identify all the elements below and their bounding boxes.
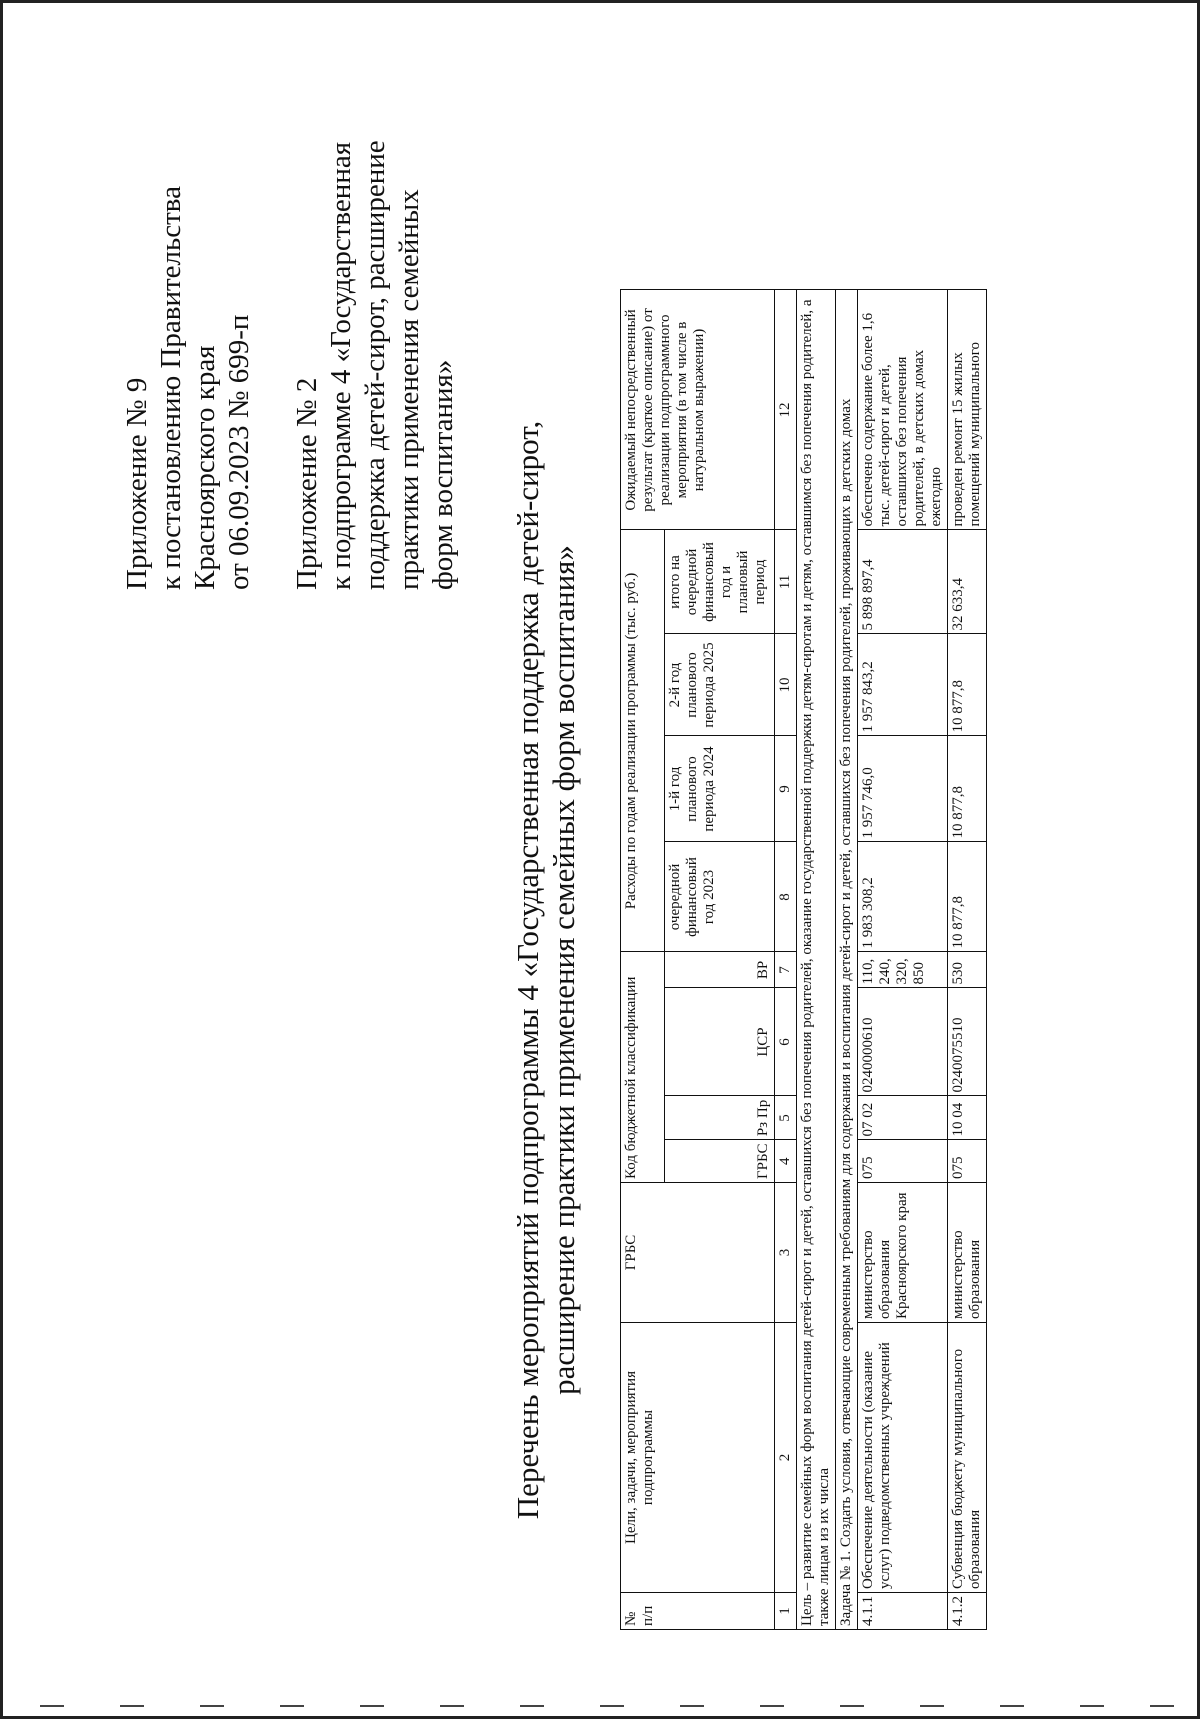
document-title-line: Перечень мероприятий подпрограммы 4 «Государственная поддержка детей-сирот, (510, 420, 545, 1520)
column-number: 5 (775, 1096, 797, 1140)
row-num: 4.1.1 (858, 1593, 948, 1630)
row-name: Обеспечение деятельности (оказание услуг) подведомственных учреждений (858, 1323, 948, 1593)
row-name: Субвенция бюджету муниципального образования (948, 1323, 987, 1593)
approval-line: Приложение № 2 (291, 377, 323, 590)
row-rzpr: 07 02 (858, 1096, 948, 1140)
row-vr: 110, 240, 320, 850 (858, 952, 948, 988)
column-number: 8 (775, 842, 797, 952)
column-number: 12 (775, 290, 797, 530)
scan-edge-left (0, 0, 3, 1719)
column-number: 11 (775, 530, 797, 634)
row-vr: 530 (948, 952, 987, 988)
header-vr: ВР (665, 952, 775, 988)
column-number: 6 (775, 988, 797, 1096)
column-number: 7 (775, 952, 797, 988)
column-number: 3 (775, 1183, 797, 1323)
scan-bottom-ticks (0, 1700, 1200, 1712)
scan-edge-top (0, 0, 1200, 3)
measures-table (620, 289, 987, 1630)
row-result: обеспечено содержание более 1,6 тыс. детей-сирот и детей, оставшихся без попечения родителей, в детских домах ежегодно (858, 290, 948, 530)
row-grbs: министерство образования Красноярского края (858, 1183, 948, 1323)
column-number: 10 (775, 634, 797, 736)
approval-line: практики применения семейных (393, 189, 425, 590)
task-row: Задача № 1. Создать условия, отвечающие современным требованиям для содержания и воспитания детей-сирот и детей, оставшихся без попечения родителей, проживающих в детских домах (836, 290, 858, 1630)
header-grbs-code: ГРБС (665, 1140, 775, 1183)
header-rzpr: Рз Пр (665, 1096, 775, 1140)
table-row (858, 290, 948, 1630)
header-num: № п/п (621, 1593, 775, 1630)
document-title (510, 370, 582, 1570)
header-year-2023: очередной финансовый год 2023 (665, 842, 775, 952)
row-2024: 10 877,8 (948, 736, 987, 842)
row-2023: 10 877,8 (948, 842, 987, 952)
row-2025: 1 957 843,2 (858, 634, 948, 736)
header-result: Ожидаемый непосредственный результат (краткое описание) от реализации подпрограммного мероприятия (в том числе в натуральном выражении) (621, 290, 775, 530)
approval-line: Приложение № 9 (121, 377, 153, 590)
row-2023: 1 983 308,2 (858, 842, 948, 952)
approval-gap (256, 110, 290, 590)
approval-line: к постановлению Правительства (155, 186, 187, 590)
approval-line: Красноярского края (189, 345, 221, 590)
approval-block (120, 110, 460, 590)
document-title-line: расширение практики применения семейных форм воспитания» (546, 545, 581, 1395)
approval-line: поддержка детей-сирот, расширение (359, 140, 391, 590)
approval-line: форм воспитания» (427, 359, 459, 590)
header-expenses: Расходы по годам реализации программы (тыс. руб.) (621, 530, 665, 952)
column-number: 2 (775, 1323, 797, 1593)
row-csr: 0240075510 (948, 988, 987, 1096)
row-2024: 1 957 746,0 (858, 736, 948, 842)
row-result: проведен ремонт 15 жилых помещений муниципального (948, 290, 987, 530)
row-csr: 0240000610 (858, 988, 948, 1096)
goal-row: Цель – развитие семейных форм воспитания детей-сирот и детей, оставшихся без попечения родителей, оказание государственной поддержки детям-сиротам и детям, оставшимся без попечения родителей, а также лицам из их числа (797, 290, 836, 1630)
table-row (948, 290, 987, 1630)
header-total: итого на очередной финансовый год и плановый период (665, 530, 775, 634)
header-budget-code: Код бюджетной классификации (621, 952, 665, 1183)
header-year-2025: 2-й год планового периода 2025 (665, 634, 775, 736)
header-year-2024: 1-й год планового периода 2024 (665, 736, 775, 842)
column-number: 1 (775, 1593, 797, 1630)
header-csr: ЦСР (665, 988, 775, 1096)
approval-line: к подпрограмме 4 «Государственная (325, 141, 357, 590)
row-2025: 10 877,8 (948, 634, 987, 736)
column-number: 9 (775, 736, 797, 842)
row-code: 075 (858, 1140, 948, 1183)
row-total: 5 898 897,4 (858, 530, 948, 634)
rotated-page (20, 30, 1180, 1690)
approval-line: от 06.09.2023 № 699-п (223, 314, 255, 590)
header-grbs: ГРБС (621, 1183, 775, 1323)
row-total: 32 633,4 (948, 530, 987, 634)
row-num: 4.1.2 (948, 1593, 987, 1630)
header-goals: Цели, задачи, мероприятия подпрограммы (621, 1323, 775, 1593)
row-grbs: министерство образования (948, 1183, 987, 1323)
row-rzpr: 10 04 (948, 1096, 987, 1140)
row-code: 075 (948, 1140, 987, 1183)
column-number: 4 (775, 1140, 797, 1183)
